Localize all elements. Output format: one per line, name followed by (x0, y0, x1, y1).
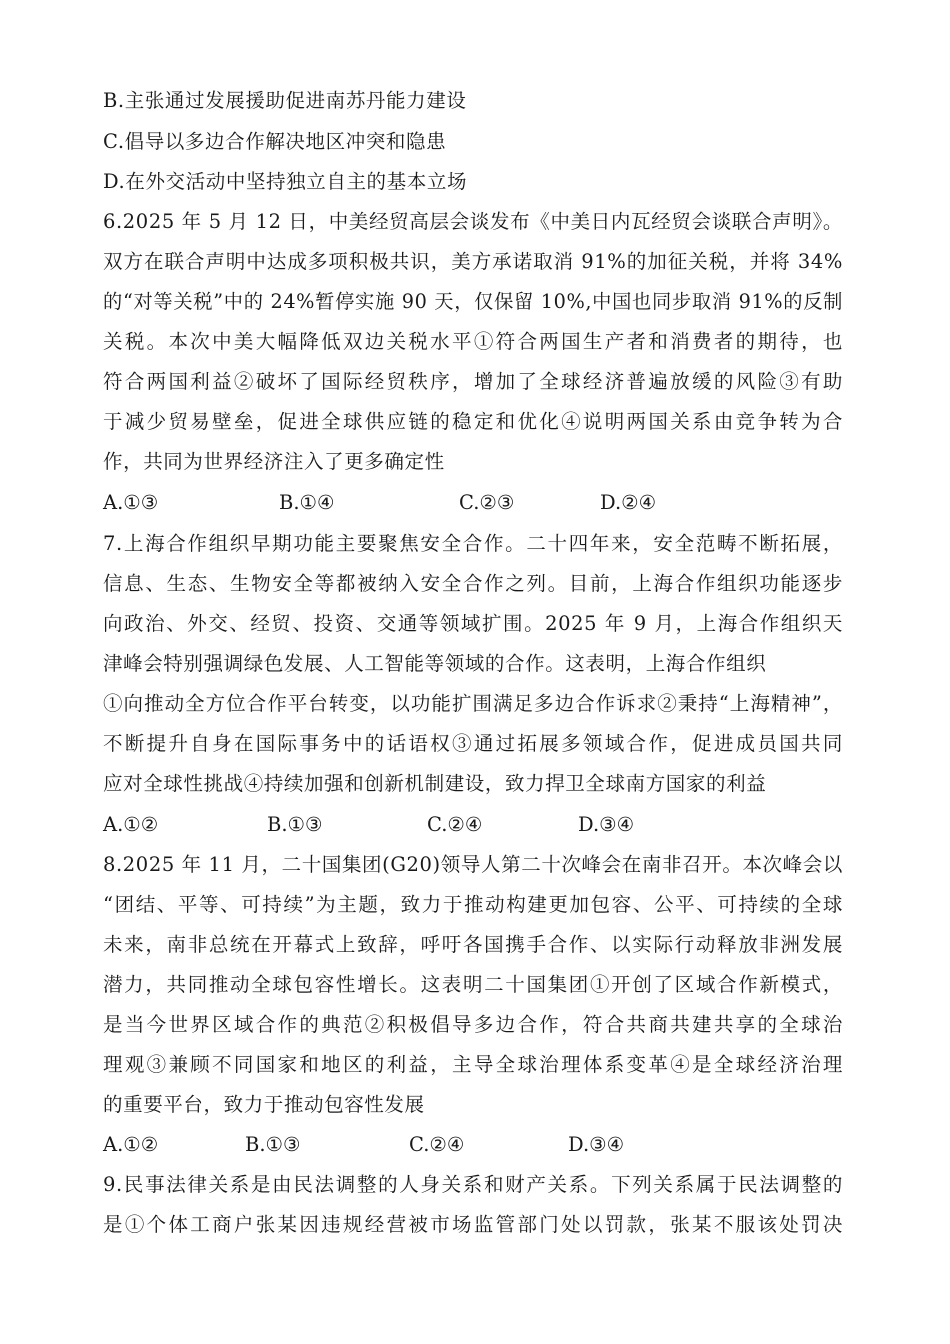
q8-stem-line-6: 理观③兼顾不同国家和地区的利益，主导全球治理体系变革④是全球经济治理 (103, 1053, 843, 1076)
q8-stem-line-2: “团结、平等、可持续”为主题，致力于推动构建更加包容、公平、可持续的全球 (103, 893, 843, 916)
q8-stem-line-7: 的重要平台，致力于推动包容性发展 (103, 1093, 425, 1116)
q6-stem-line-1: 6.2025 年 5 月 12 日，中美经贸高层会谈发布《中美日内瓦经贸会谈联合声明》。 (103, 210, 843, 233)
q6-option-a: A.①③ (103, 491, 159, 514)
q8-option-c: C.②④ (409, 1133, 465, 1156)
q8-stem-line-3: 未来，南非总统在开幕式上致辞，呼吁各国携手合作、以实际行动释放非洲发展 (103, 933, 843, 956)
q7-stem-line-6: 不断提升自身在国际事务中的话语权③通过拓展多领域合作，促进成员国共同 (103, 732, 843, 755)
q7-option-d: D.③④ (578, 813, 635, 836)
q7-stem-line-2: 信息、生态、生物安全等都被纳入安全合作之列。目前，上海合作组织功能逐步 (103, 572, 843, 595)
q7-stem-line-5: ①向推动全方位合作平台转变，以功能扩围满足多边合作诉求②秉持“上海精神”， (103, 692, 843, 715)
q8-option-d: D.③④ (568, 1133, 625, 1156)
q6-stem-line-6: 于减少贸易壁垒，促进全球供应链的稳定和优化④说明两国关系由竞争转为合 (103, 410, 843, 433)
q8-stem-line-1: 8.2025 年 11 月，二十国集团(G20)领导人第二十次峰会在南非召开。本次峰会以 (103, 853, 843, 876)
q7-stem-line-1: 7.上海合作组织早期功能主要聚焦安全合作。二十四年来，安全范畴不断拓展， (103, 532, 843, 555)
q9-stem-line-2: 是①个体工商户张某因违规经营被市场监管部门处以罚款，张某不服该处罚决 (103, 1213, 843, 1236)
q5-option-b: B.主张通过发展援助促进南苏丹能力建设 (103, 89, 467, 112)
q6-option-d: D.②④ (600, 491, 657, 514)
q7-option-c: C.②④ (427, 813, 483, 836)
q8-option-b: B.①③ (245, 1133, 301, 1156)
q9-stem-line-1: 9.民事法律关系是由民法调整的人身关系和财产关系。下列关系属于民法调整的 (103, 1173, 843, 1196)
q6-option-c: C.②③ (459, 491, 515, 514)
q6-stem-line-3: 的“对等关税”中的 24%暂停实施 90 天，仅保留 10%,中国也同步取消 91%的反制 (103, 290, 843, 313)
q8-stem-line-4: 潜力，共同推动全球包容性增长。这表明二十国集团①开创了区域合作新模式， (103, 973, 843, 996)
q5-option-c: C.倡导以多边合作解决地区冲突和隐患 (103, 130, 447, 153)
q6-stem-line-7: 作，共同为世界经济注入了更多确定性 (103, 450, 445, 473)
q7-stem-line-4: 津峰会特别强调绿色发展、人工智能等领域的合作。这表明，上海合作组织 (103, 652, 767, 675)
q6-option-b: B.①④ (279, 491, 335, 514)
q7-stem-line-7: 应对全球性挑战④持续加强和创新机制建设，致力捍卫全球南方国家的利益 (103, 772, 767, 795)
q6-stem-line-2: 双方在联合声明中达成多项积极共识，美方承诺取消 91%的加征关税，并将 34% (103, 250, 843, 273)
q8-option-a: A.①② (103, 1133, 159, 1156)
q7-stem-line-3: 向政治、外交、经贸、投资、交通等领域扩围。2025 年 9 月，上海合作组织天 (103, 612, 843, 635)
q8-stem-line-5: 是当今世界区域合作的典范②积极倡导多边合作，符合共商共建共享的全球治 (103, 1013, 843, 1036)
q7-option-b: B.①③ (267, 813, 323, 836)
q6-stem-line-5: 符合两国利益②破坏了国际经贸秩序，增加了全球经济普遍放缓的风险③有助 (103, 370, 843, 393)
q5-option-d: D.在外交活动中坚持独立自主的基本立场 (103, 170, 468, 193)
q7-option-a: A.①② (103, 813, 159, 836)
q6-stem-line-4: 关税。本次中美大幅降低双边关税水平①符合两国生产者和消费者的期待，也 (103, 330, 843, 353)
